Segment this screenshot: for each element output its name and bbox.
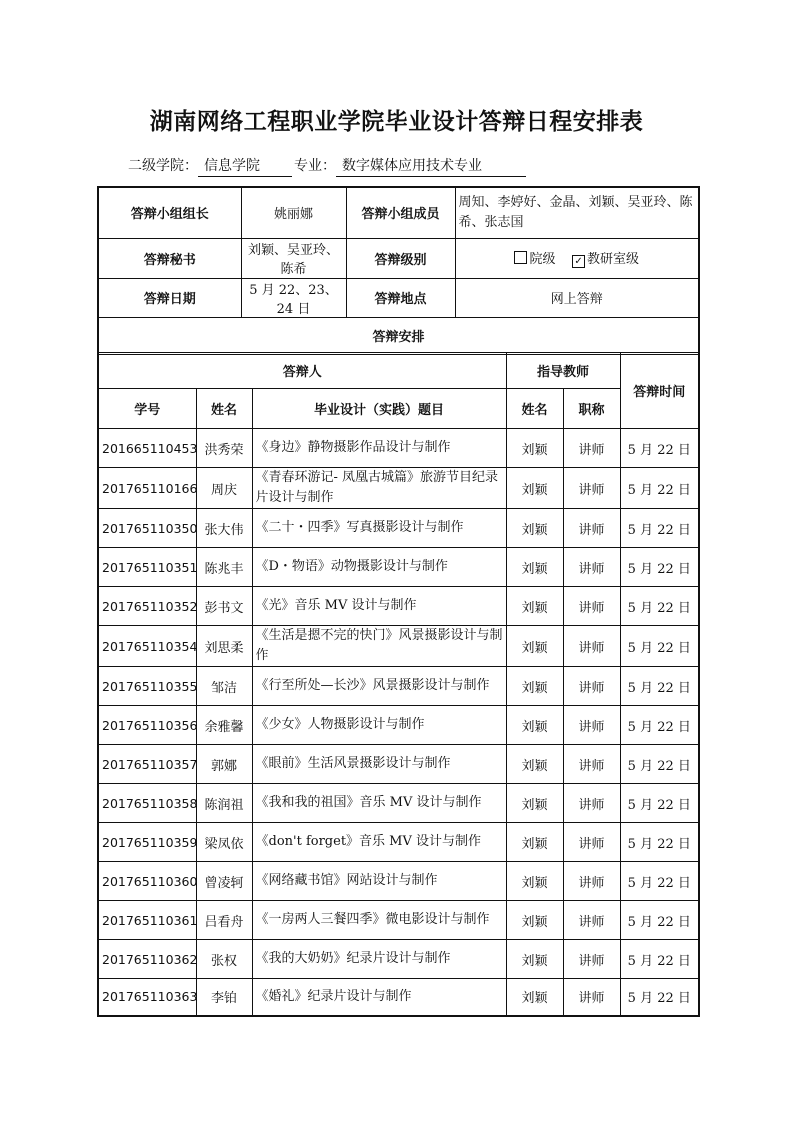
advisor-rank: 讲师 (563, 823, 620, 862)
level-option-college: 院级 (529, 252, 556, 267)
schedule-label: 答辩安排 (98, 317, 699, 354)
secretary-label: 答辩秘书 (98, 238, 241, 278)
table-row (98, 429, 699, 468)
major-value: 数字媒体应用技术专业 (336, 155, 526, 177)
student-id: 201765110354 (98, 626, 196, 667)
advisor-name: 刘颖 (506, 468, 563, 509)
leader-value: 姚丽娜 (241, 187, 346, 238)
student-id: 201765110359 (98, 823, 196, 862)
advisor-name: 刘颖 (506, 429, 563, 468)
topic-title: 《二十・四季》写真摄影设计与制作 (252, 509, 506, 548)
student-name: 郭娜 (196, 745, 252, 784)
advisor-rank: 讲师 (563, 429, 620, 468)
student-id: 201765110363 (98, 979, 196, 1016)
topic-title: 《身边》静物摄影作品设计与制作 (252, 429, 506, 468)
header-name: 姓名 (196, 389, 252, 429)
topic-title: 《don't forget》音乐 MV 设计与制作 (252, 823, 506, 862)
checkbox-college-level[interactable] (514, 251, 527, 264)
advisor-name: 刘颖 (506, 862, 563, 901)
student-id: 201765110166 (98, 468, 196, 509)
advisor-name: 刘颖 (506, 823, 563, 862)
student-name: 李铂 (196, 979, 252, 1016)
student-name: 洪秀荣 (196, 429, 252, 468)
advisor-rank: 讲师 (563, 548, 620, 587)
advisor-name: 刘颖 (506, 706, 563, 745)
header-time: 答辩时间 (620, 353, 699, 429)
college-value: 信息学院 (198, 155, 292, 177)
student-name: 张权 (196, 940, 252, 979)
topic-title: 《光》音乐 MV 设计与制作 (252, 587, 506, 626)
defense-date: 5 月 22 日 (620, 468, 699, 509)
defense-date: 5 月 22 日 (620, 587, 699, 626)
page-title: 湖南网络工程职业学院毕业设计答辩日程安排表 (149, 109, 644, 135)
advisor-rank: 讲师 (563, 587, 620, 626)
table-row (98, 548, 699, 587)
student-id: 201765110358 (98, 784, 196, 823)
defense-date: 5 月 22 日 (620, 429, 699, 468)
advisor-name: 刘颖 (506, 745, 563, 784)
advisor-rank: 讲师 (563, 784, 620, 823)
student-id: 201765110352 (98, 587, 196, 626)
advisor-name: 刘颖 (506, 940, 563, 979)
student-id: 201765110357 (98, 745, 196, 784)
student-id: 201665110453 (98, 429, 196, 468)
topic-title: 《少女》人物摄影设计与制作 (252, 706, 506, 745)
header-advisor-name: 姓名 (506, 389, 563, 429)
topic-title: 《生活是摁不完的快门》风景摄影设计与制作 (252, 626, 506, 667)
advisor-name: 刘颖 (506, 901, 563, 940)
defense-date: 5 月 22 日 (620, 745, 699, 784)
advisor-name: 刘颖 (506, 979, 563, 1016)
major-label: 专业： (294, 158, 336, 174)
secretary-value: 刘颖、吴亚玲、陈希 (241, 238, 346, 278)
table-row (98, 784, 699, 823)
defense-date: 5 月 22 日 (620, 706, 699, 745)
table-row (98, 626, 699, 667)
table-row (98, 468, 699, 509)
topic-title: 《行至所处—长沙》风景摄影设计与制作 (252, 667, 506, 706)
student-name: 陈兆丰 (196, 548, 252, 587)
table-row (98, 940, 699, 979)
topic-title: 《一房两人三餐四季》微电影设计与制作 (252, 901, 506, 940)
date-value: 5 月 22、23、24 日 (241, 278, 346, 317)
topic-title: 《青春环游记- 凤凰古城篇》旅游节目纪录片设计与制作 (252, 468, 506, 509)
student-name: 余雅馨 (196, 706, 252, 745)
student-name: 吕看舟 (196, 901, 252, 940)
members-value: 周知、李婷好、金晶、刘颖、吴亚玲、陈希、张志国 (455, 187, 699, 238)
college-major-line (128, 155, 528, 177)
leader-label: 答辩小组组长 (98, 187, 241, 238)
header-topic: 毕业设计（实践）题目 (252, 389, 506, 429)
student-name: 陈润祖 (196, 784, 252, 823)
student-name: 彭书文 (196, 587, 252, 626)
student-id: 201765110361 (98, 901, 196, 940)
level-option-dept: 教研室级 (587, 252, 640, 267)
defense-date: 5 月 22 日 (620, 979, 699, 1016)
advisor-rank: 讲师 (563, 509, 620, 548)
student-name: 张大伟 (196, 509, 252, 548)
defense-date: 5 月 22 日 (620, 626, 699, 667)
date-label: 答辩日期 (98, 278, 241, 317)
student-id: 201765110355 (98, 667, 196, 706)
advisor-rank: 讲师 (563, 626, 620, 667)
topic-title: 《婚礼》纪录片设计与制作 (252, 979, 506, 1016)
student-name: 曾凌轲 (196, 862, 252, 901)
topic-title: 《D・物语》动物摄影设计与制作 (252, 548, 506, 587)
members-label: 答辩小组成员 (346, 187, 455, 238)
topic-title: 《网络藏书馆》网站设计与制作 (252, 862, 506, 901)
advisor-name: 刘颖 (506, 667, 563, 706)
advisor-name: 刘颖 (506, 587, 563, 626)
student-id: 201765110356 (98, 706, 196, 745)
defense-date: 5 月 22 日 (620, 784, 699, 823)
student-name: 梁凤依 (196, 823, 252, 862)
table-row (98, 901, 699, 940)
topic-title: 《我和我的祖国》音乐 MV 设计与制作 (252, 784, 506, 823)
defense-date: 5 月 22 日 (620, 823, 699, 862)
table-row (98, 823, 699, 862)
table-row (98, 706, 699, 745)
student-name: 周庆 (196, 468, 252, 509)
advisor-rank: 讲师 (563, 667, 620, 706)
advisor-rank: 讲师 (563, 706, 620, 745)
place-value: 网上答辩 (455, 278, 699, 317)
table-row (98, 667, 699, 706)
advisor-rank: 讲师 (563, 940, 620, 979)
group-info-table (97, 186, 700, 355)
advisor-rank: 讲师 (563, 745, 620, 784)
advisor-rank: 讲师 (563, 979, 620, 1016)
level-options (455, 238, 699, 278)
table-row (98, 745, 699, 784)
defense-date: 5 月 22 日 (620, 667, 699, 706)
advisor-rank: 讲师 (563, 468, 620, 509)
advisor-name: 刘颖 (506, 509, 563, 548)
advisor-name: 刘颖 (506, 626, 563, 667)
topic-title: 《眼前》生活风景摄影设计与制作 (252, 745, 506, 784)
table-row (98, 587, 699, 626)
header-id: 学号 (98, 389, 196, 429)
table-row (98, 979, 699, 1016)
header-advisor: 指导教师 (506, 353, 620, 389)
advisor-name: 刘颖 (506, 784, 563, 823)
level-label: 答辩级别 (346, 238, 455, 278)
header-student: 答辩人 (98, 353, 506, 389)
header-advisor-title: 职称 (563, 389, 620, 429)
place-label: 答辩地点 (346, 278, 455, 317)
advisor-rank: 讲师 (563, 862, 620, 901)
student-id: 201765110360 (98, 862, 196, 901)
college-label: 二级学院： (128, 158, 198, 174)
table-row (98, 509, 699, 548)
topic-title: 《我的大奶奶》纪录片设计与制作 (252, 940, 506, 979)
table-row (98, 862, 699, 901)
checkbox-dept-level[interactable]: ✓ (572, 255, 585, 268)
schedule-table (97, 352, 700, 1017)
student-id: 201765110351 (98, 548, 196, 587)
student-id: 201765110350 (98, 509, 196, 548)
defense-date: 5 月 22 日 (620, 862, 699, 901)
defense-date: 5 月 22 日 (620, 901, 699, 940)
student-id: 201765110362 (98, 940, 196, 979)
student-name: 刘思柔 (196, 626, 252, 667)
defense-date: 5 月 22 日 (620, 940, 699, 979)
advisor-name: 刘颖 (506, 548, 563, 587)
student-name: 邹洁 (196, 667, 252, 706)
defense-date: 5 月 22 日 (620, 548, 699, 587)
defense-date: 5 月 22 日 (620, 509, 699, 548)
schedule-rows (98, 429, 699, 1016)
advisor-rank: 讲师 (563, 901, 620, 940)
